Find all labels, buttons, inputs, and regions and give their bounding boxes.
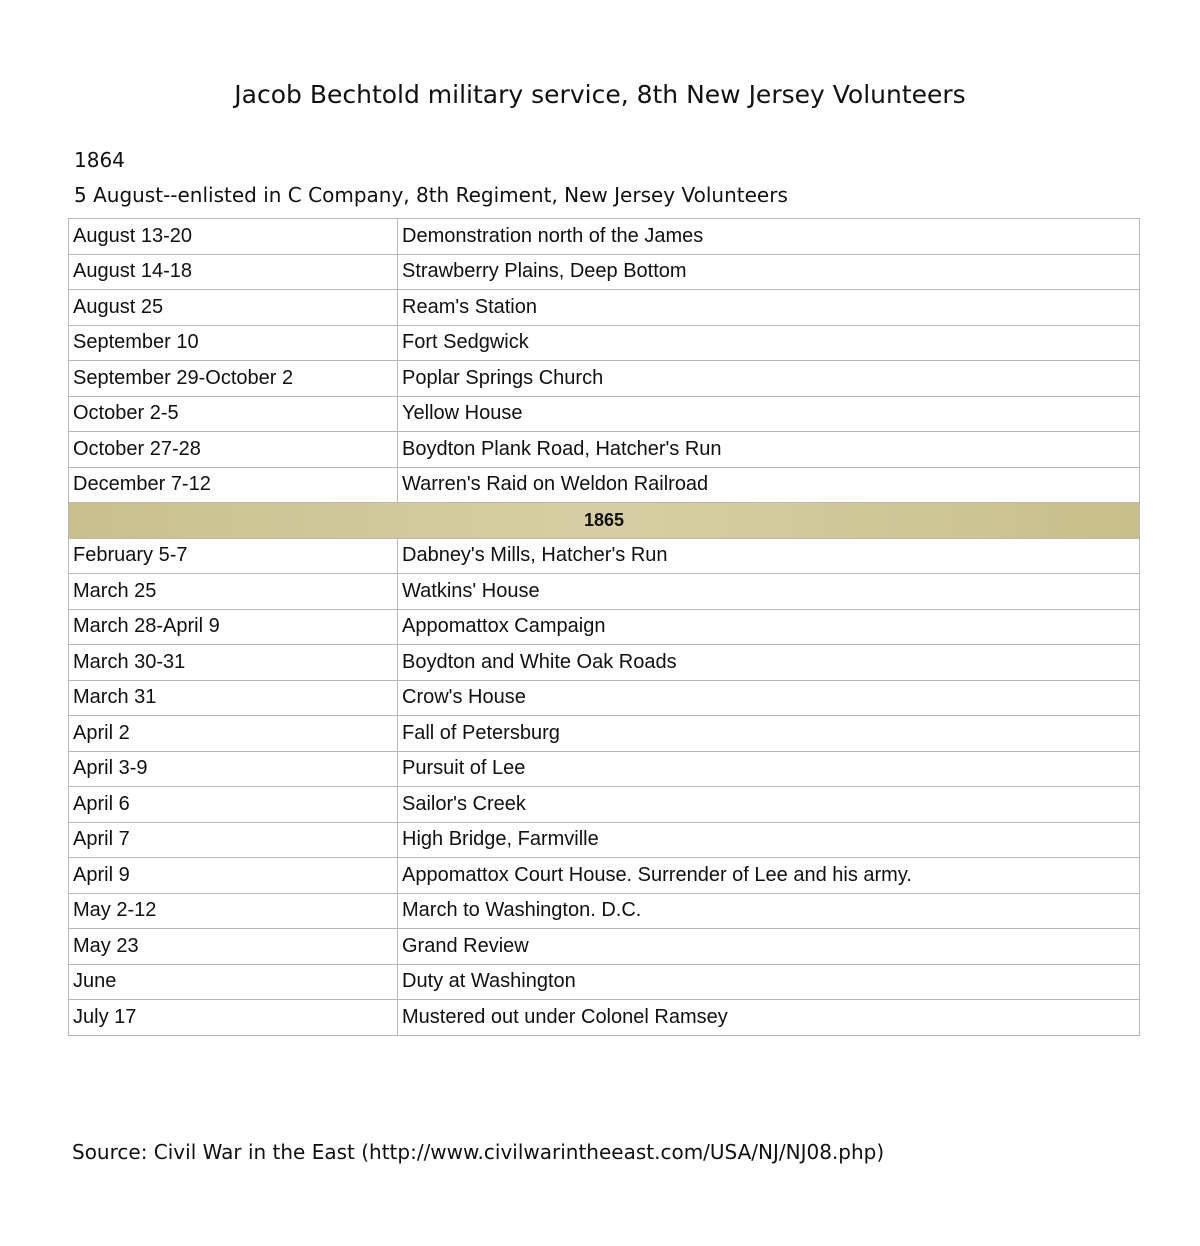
date-cell: August 25	[69, 290, 398, 326]
event-cell: Mustered out under Colonel Ramsey	[398, 1000, 1140, 1036]
table-row	[69, 467, 1140, 503]
table-row	[69, 751, 1140, 787]
event-cell: Grand Review	[398, 929, 1140, 965]
event-cell: Fall of Petersburg	[398, 716, 1140, 752]
table-row	[69, 680, 1140, 716]
service-1864-rows	[69, 219, 1140, 503]
table-row	[69, 396, 1140, 432]
event-cell: Poplar Springs Church	[398, 361, 1140, 397]
event-cell: Fort Sedgwick	[398, 325, 1140, 361]
table-row	[69, 1000, 1140, 1036]
table-row	[69, 219, 1140, 255]
event-cell: Warren's Raid on Weldon Railroad	[398, 467, 1140, 503]
table-row	[69, 858, 1140, 894]
service-table	[68, 218, 1140, 1036]
table-row	[69, 822, 1140, 858]
date-cell: March 28-April 9	[69, 609, 398, 645]
year-1865-label: 1865	[69, 503, 1140, 539]
table-row	[69, 325, 1140, 361]
event-cell: Yellow House	[398, 396, 1140, 432]
date-cell: February 5-7	[69, 538, 398, 574]
service-1865-rows	[69, 538, 1140, 1035]
date-cell: August 14-18	[69, 254, 398, 290]
event-cell: High Bridge, Farmville	[398, 822, 1140, 858]
date-cell: March 30-31	[69, 645, 398, 681]
event-cell: Boydton and White Oak Roads	[398, 645, 1140, 681]
date-cell: October 27-28	[69, 432, 398, 468]
date-cell: June	[69, 964, 398, 1000]
year-1864-heading: 1864	[74, 148, 125, 172]
table-row	[69, 609, 1140, 645]
date-cell: March 25	[69, 574, 398, 610]
date-cell: April 6	[69, 787, 398, 823]
date-cell: September 29-October 2	[69, 361, 398, 397]
enlistment-note: 5 August--enlisted in C Company, 8th Regiment, New Jersey Volunteers	[74, 183, 788, 207]
date-cell: March 31	[69, 680, 398, 716]
date-cell: December 7-12	[69, 467, 398, 503]
event-cell: Duty at Washington	[398, 964, 1140, 1000]
date-cell: August 13-20	[69, 219, 398, 255]
table-row	[69, 929, 1140, 965]
table-row	[69, 574, 1140, 610]
date-cell: September 10	[69, 325, 398, 361]
table-row	[69, 254, 1140, 290]
event-cell: Boydton Plank Road, Hatcher's Run	[398, 432, 1140, 468]
table-row	[69, 432, 1140, 468]
event-cell: Watkins' House	[398, 574, 1140, 610]
event-cell: Sailor's Creek	[398, 787, 1140, 823]
date-cell: July 17	[69, 1000, 398, 1036]
table-row	[69, 538, 1140, 574]
date-cell: April 9	[69, 858, 398, 894]
event-cell: Appomattox Court House. Surrender of Lee and his army.	[398, 858, 1140, 894]
table-row	[69, 716, 1140, 752]
source-citation: Source: Civil War in the East (http://www.civilwarintheeast.com/USA/NJ/NJ08.php)	[72, 1140, 885, 1164]
event-cell: Appomattox Campaign	[398, 609, 1140, 645]
table-row	[69, 787, 1140, 823]
event-cell: Dabney's Mills, Hatcher's Run	[398, 538, 1140, 574]
year-1865-row	[69, 503, 1140, 539]
table-row	[69, 645, 1140, 681]
event-cell: Pursuit of Lee	[398, 751, 1140, 787]
date-cell: October 2-5	[69, 396, 398, 432]
date-cell: May 23	[69, 929, 398, 965]
event-cell: Ream's Station	[398, 290, 1140, 326]
date-cell: April 3-9	[69, 751, 398, 787]
page-title: Jacob Bechtold military service, 8th New Jersey Volunteers	[234, 80, 966, 109]
event-cell: Strawberry Plains, Deep Bottom	[398, 254, 1140, 290]
event-cell: Crow's House	[398, 680, 1140, 716]
table-row	[69, 893, 1140, 929]
table-row	[69, 361, 1140, 397]
table-row	[69, 290, 1140, 326]
date-cell: April 7	[69, 822, 398, 858]
event-cell: Demonstration north of the James	[398, 219, 1140, 255]
year-1865-divider	[69, 503, 1140, 539]
date-cell: May 2-12	[69, 893, 398, 929]
event-cell: March to Washington. D.C.	[398, 893, 1140, 929]
table-row	[69, 964, 1140, 1000]
date-cell: April 2	[69, 716, 398, 752]
